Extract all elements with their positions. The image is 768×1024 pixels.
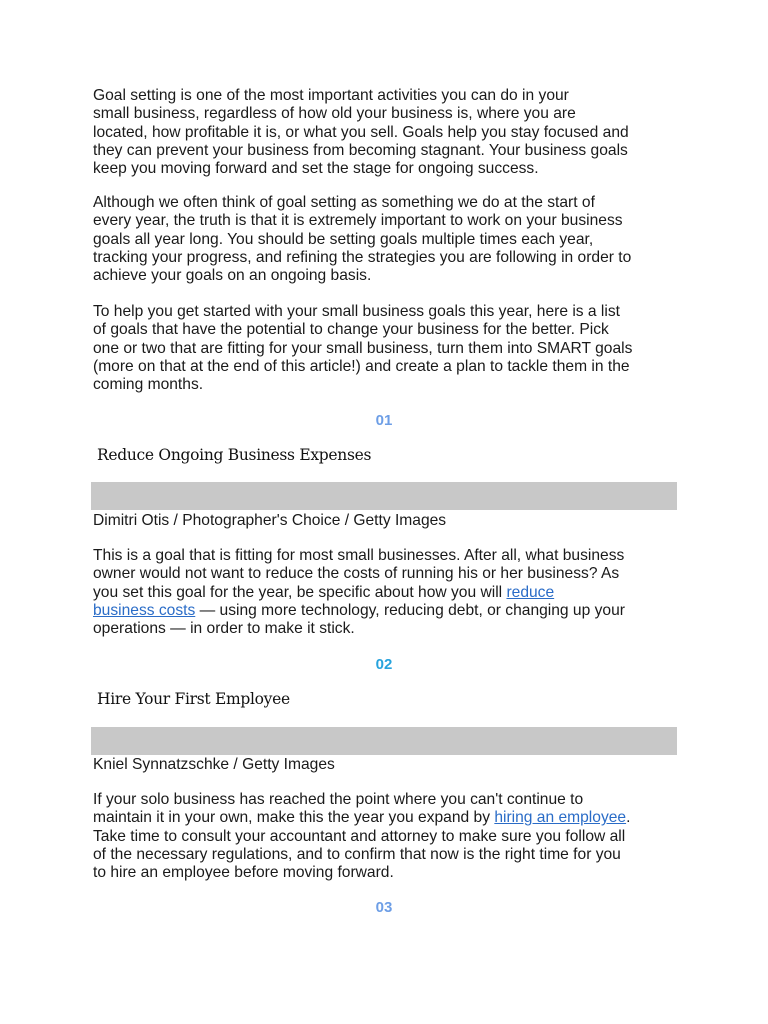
text-line: goals all year long. You should be setting goals multiple times each year, (93, 230, 594, 248)
text-line: they can prevent your business from becoming stagnant. Your business goals (93, 141, 628, 159)
text-line: coming months. (93, 376, 204, 394)
text-span: maintain it in your own, make this the year you expand by (93, 809, 495, 827)
text-span: . (626, 809, 631, 827)
intro-paragraph-2 (93, 194, 683, 285)
intro-paragraph-3 (93, 303, 683, 394)
text-span: you set this goal for the year, be specific about how you will (93, 583, 507, 601)
text-line: keep you moving forward and set the stage for ongoing success. (93, 160, 539, 178)
section-number: 03 (375, 899, 393, 916)
text-line: small business, regardless of how old your business is, where you are (93, 105, 576, 123)
text-line: To help you get started with your small business goals this year, here is a list (93, 303, 620, 320)
intro-paragraph-1 (93, 87, 683, 178)
section-1-body (93, 547, 683, 638)
text-line: located, how profitable it is, or what you sell. Goals help you stay focused and (93, 123, 629, 141)
hiring-an-employee-link[interactable]: hiring an employee (494, 809, 627, 827)
image-credit: Dimitri Otis / Photographer's Choice / Getty Images (93, 512, 447, 529)
reduce-business-costs-link[interactable]: reduce (506, 583, 555, 601)
text-line: Take time to consult your accountant and attorney to make sure you follow all (93, 827, 626, 845)
image-placeholder (91, 727, 677, 755)
text-line: Goal setting is one of the most important activities you can do in your (93, 87, 569, 104)
text-span: — using more technology, reducing debt, or changing up your (195, 601, 625, 619)
text-line: Although we often think of goal setting as something we do at the start of (93, 194, 595, 211)
text-line: one or two that are fitting for your small business, turn them into SMART goals (93, 339, 633, 357)
text-line: (more on that at the end of this article!) and create a plan to tackle them in the (93, 357, 630, 375)
text-line: If your solo business has reached the point where you can't continue to (93, 791, 584, 808)
section-2-body (93, 791, 683, 882)
text-line: This is a goal that is fitting for most small businesses. After all, what business (93, 547, 625, 564)
image-placeholder (91, 482, 677, 510)
section-number: 02 (375, 656, 393, 673)
text-line: to hire an employee before moving forward. (93, 864, 394, 882)
text-line: every year, the truth is that it is extremely important to work on your business (93, 212, 623, 230)
text-line: achieve your goals on an ongoing basis. (93, 267, 372, 285)
text-line (93, 809, 683, 827)
text-line (93, 602, 683, 620)
image-credit: Kniel Synnatzschke / Getty Images (93, 756, 335, 773)
text-line (93, 584, 683, 602)
text-line: operations — in order to make it stick. (93, 620, 355, 638)
text-line: of goals that have the potential to change your business for the better. Pick (93, 321, 609, 339)
reduce-business-costs-link[interactable]: business costs (93, 601, 196, 619)
text-line: of the necessary regulations, and to confirm that now is the right time for you (93, 845, 621, 863)
section-heading: Hire Your First Employee (97, 690, 290, 708)
text-line: owner would not want to reduce the costs of running his or her business? As (93, 565, 620, 583)
text-line: tracking your progress, and refining the strategies you are following in order to (93, 248, 632, 266)
section-number: 01 (375, 412, 393, 429)
section-heading: Reduce Ongoing Business Expenses (97, 446, 372, 464)
